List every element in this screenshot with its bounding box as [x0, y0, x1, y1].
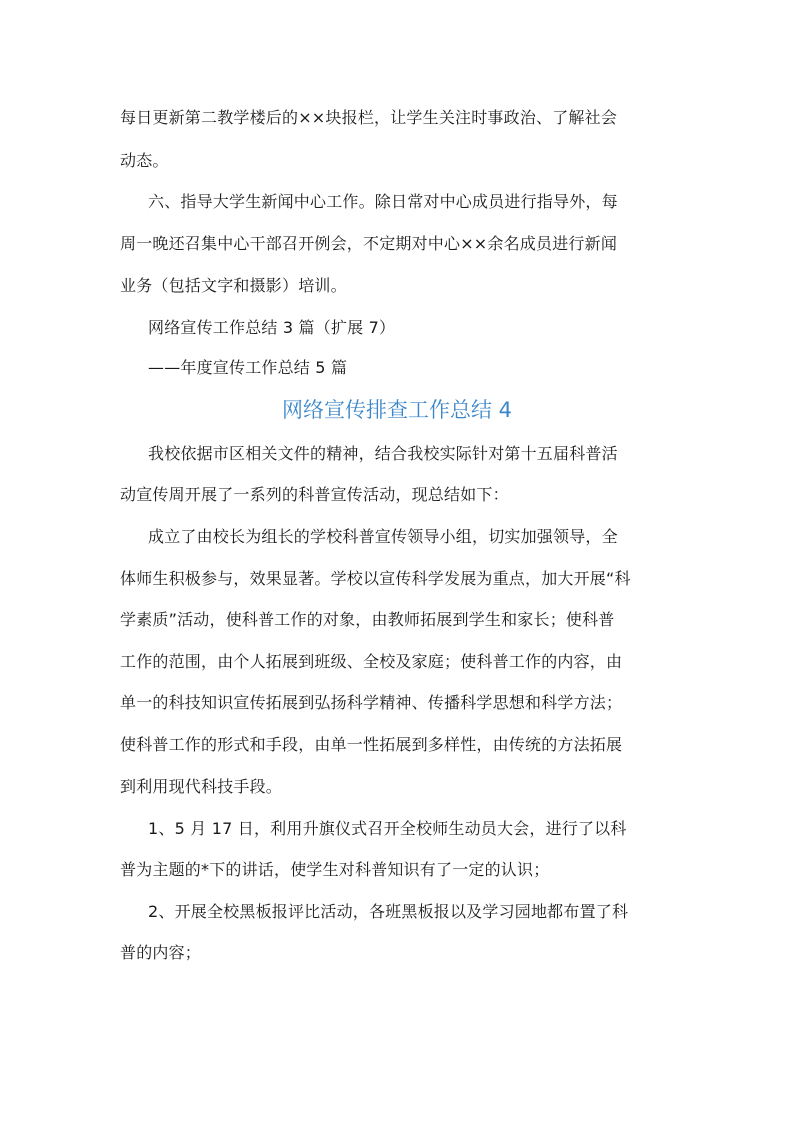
- paragraph-line: 动宣传周开展了一系列的科普宣传活动，现总结如下：: [120, 485, 509, 504]
- paragraph-line: 工作的范围，由个人拓展到班级、全校及家庭；使科普工作的内容，由: [120, 652, 623, 671]
- paragraph-line: 周一晚还召集中心干部召开例会，不定期对中心××余名成员进行新闻: [120, 234, 618, 253]
- paragraph-line: 业务（包括文字和摄影）培训。: [120, 276, 347, 295]
- paragraph-line: 到利用现代科技手段。: [120, 777, 283, 796]
- paragraph-line: 学素质”活动，使科普工作的对象，由教师拓展到学生和家长；使科普: [120, 610, 615, 629]
- paragraph-line: 1、5 月 17 日，利用升旗仪式召开全校师生动员大会，进行了以科: [148, 819, 627, 838]
- paragraph-line: 成立了由校长为组长的学校科普宣传领导小组，切实加强领导，全: [148, 527, 618, 546]
- paragraph-line: 每日更新第二教学楼后的××块报栏，让学生关注时事政治、了解社会: [120, 108, 618, 127]
- paragraph-line: 2、开展全校黑板报评比活动，各班黑板报以及学习园地都布置了科: [148, 902, 629, 921]
- paragraph-line: 使科普工作的形式和手段，由单一性拓展到多样性，由传统的方法拓展: [120, 735, 623, 754]
- paragraph-line: 体师生积极参与，效果显著。学校以宣传科学发展为重点，加大开展“科: [120, 569, 631, 588]
- section-heading: 网络宣传排查工作总结 4: [281, 398, 513, 422]
- paragraph-line: 普为主题的*下的讲话，使学生对科普知识有了一定的认识；: [120, 860, 550, 879]
- paragraph-line: 六、指导大学生新闻中心工作。除日常对中心成员进行指导外，每: [148, 192, 618, 211]
- paragraph-line: 动态。: [120, 151, 169, 170]
- paragraph-line: 普的内容；: [120, 943, 202, 962]
- paragraph-line: 我校依据市区相关文件的精神，结合我校实际针对第十五届科普活: [148, 444, 618, 463]
- related-link-text: ——年度宣传工作总结 5 篇: [148, 358, 348, 377]
- paragraph-line: 单一的科技知识宣传拓展到弘扬科学精神、传播科学思想和科学方法；: [120, 693, 623, 712]
- related-link-text: 网络宣传工作总结 3 篇（扩展 7）: [148, 318, 396, 337]
